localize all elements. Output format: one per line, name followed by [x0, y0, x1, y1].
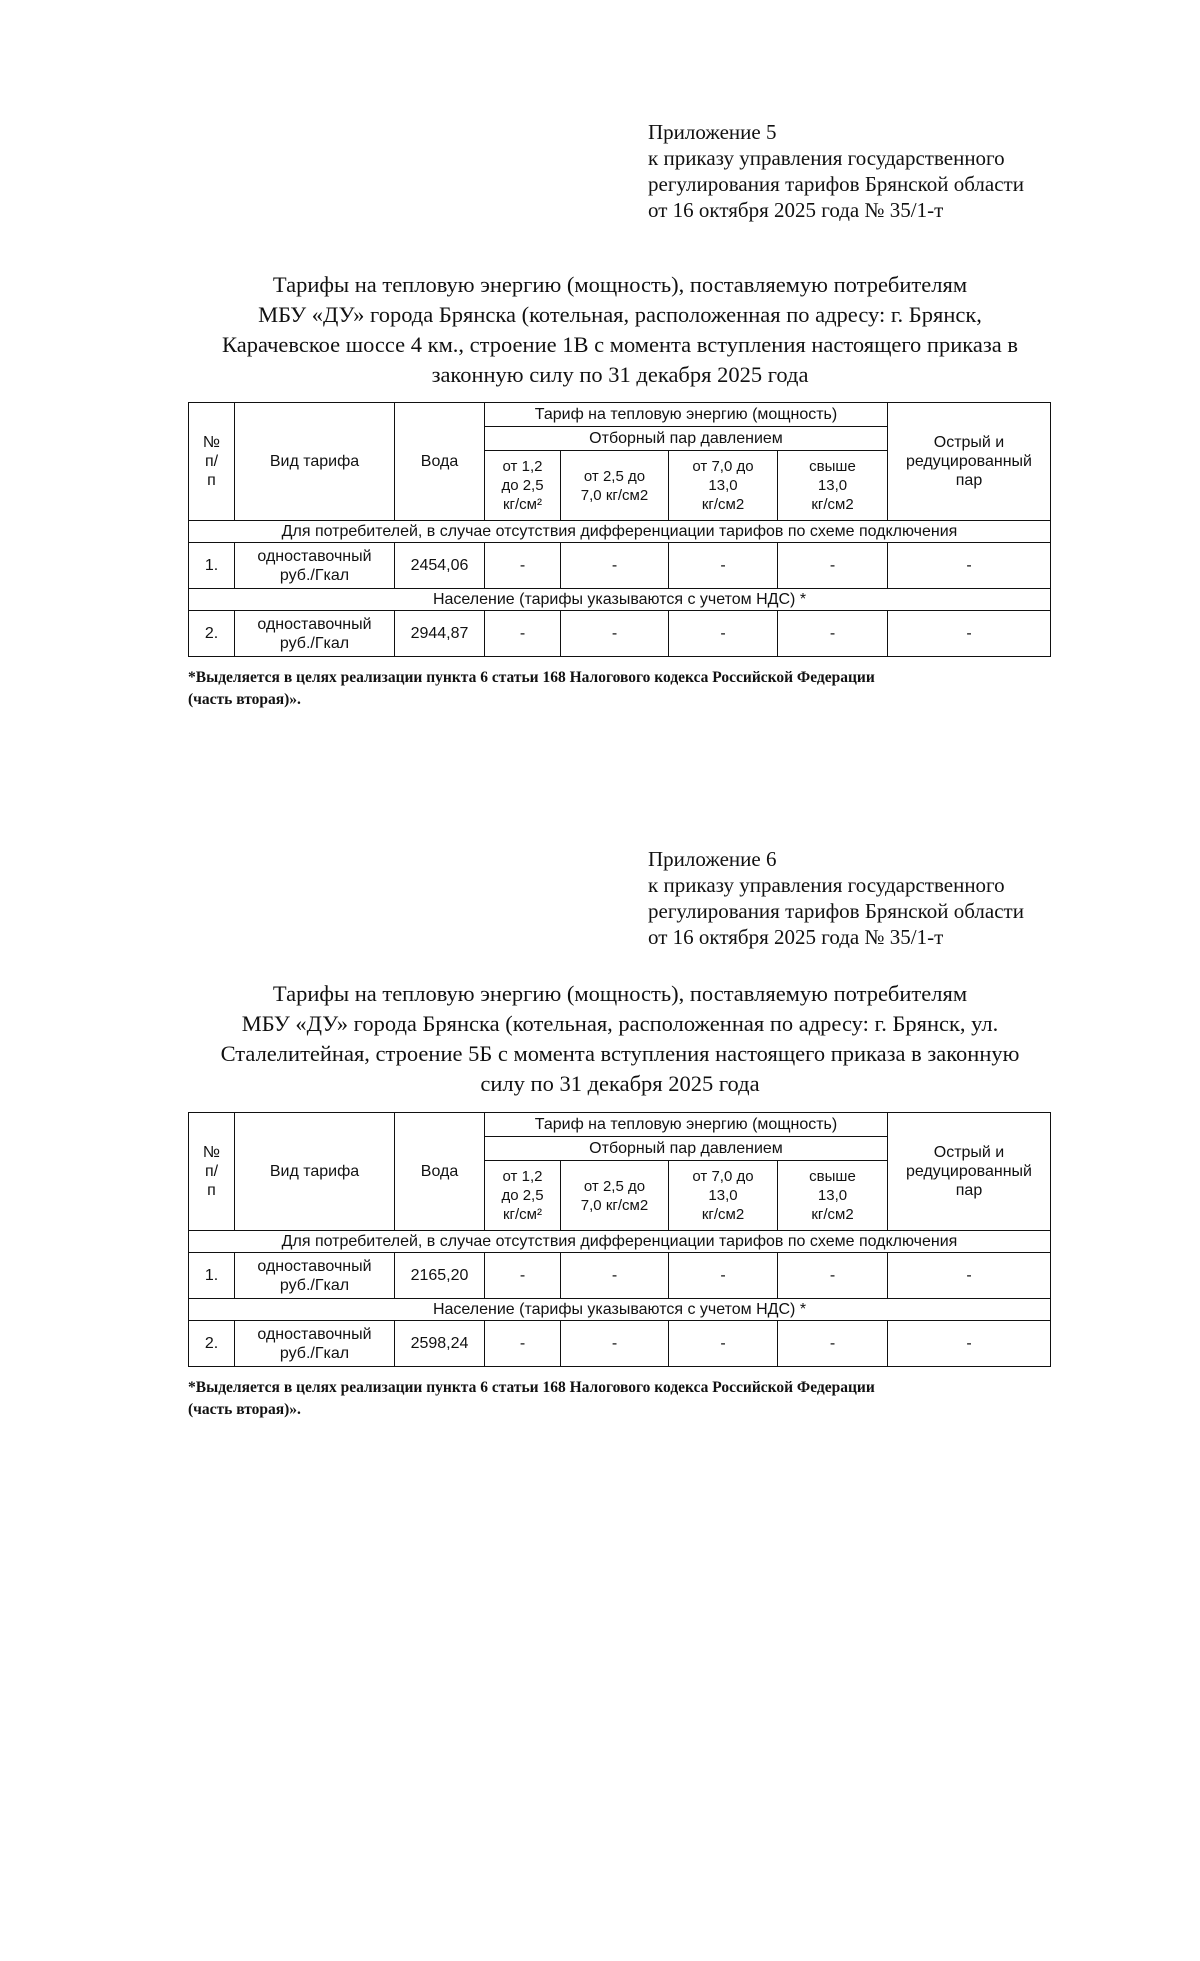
row-sharp-value: - — [888, 1253, 1051, 1299]
header-pressure-1: от 1,2 до 2,5 кг/см² — [485, 1161, 561, 1231]
header-pressure-4: свыше 13,0 кг/см2 — [778, 451, 888, 521]
title-line: Карачевское шоссе 4 км., строение 1В с момента вступления настоящего приказа в — [222, 332, 1018, 357]
section-row-population: Население (тарифы указываются с учетом НДС) * — [189, 1299, 1051, 1321]
tariff-table-annex-6 — [188, 1112, 1051, 1367]
row-water-value: 2165,20 — [395, 1253, 485, 1299]
row-tariff-type: одноставочный руб./Гкал — [235, 543, 395, 589]
title-line: законную силу по 31 декабря 2025 года — [431, 362, 809, 387]
row-p2-value: - — [561, 1253, 669, 1299]
row-p1-value: - — [485, 611, 561, 657]
annex-label: Приложение 5 — [648, 120, 777, 144]
row-p3-value: - — [669, 543, 778, 589]
footnote-line: *Выделяется в целях реализации пункта 6 статьи 168 Налогового кодекса Российской Федерации — [188, 669, 875, 686]
table-row — [189, 1321, 1051, 1367]
section-row-population: Население (тарифы указываются с учетом НДС) * — [189, 589, 1051, 611]
header-selected-steam: Отборный пар давлением — [485, 1137, 888, 1161]
section-row-consumers: Для потребителей, в случае отсутствия дифференциации тарифов по схеме подключения — [189, 521, 1051, 543]
title-line: Сталелитейная, строение 5Б с момента вступления настоящего приказа в законную — [220, 1041, 1020, 1066]
row-p3-value: - — [669, 1253, 778, 1299]
annex-6-footnote — [188, 1377, 1058, 1421]
header-pressure-3: от 7,0 до 13,0 кг/см2 — [669, 1161, 778, 1231]
footnote-line: (часть вторая)». — [188, 1401, 301, 1418]
title-line: Тарифы на тепловую энергию (мощность), поставляемую потребителям — [272, 272, 968, 297]
row-tariff-type: одноставочный руб./Гкал — [235, 611, 395, 657]
annex-date-line: от 16 октября 2025 года № 35/1-т — [648, 198, 944, 222]
annex-order-line: к приказу управления государственного — [648, 873, 1005, 897]
row-number: 2. — [189, 611, 235, 657]
header-pressure-1: от 1,2 до 2,5 кг/см² — [485, 451, 561, 521]
row-p1-value: - — [485, 543, 561, 589]
footnote-line: *Выделяется в целях реализации пункта 6 статьи 168 Налогового кодекса Российской Федерации — [188, 1379, 875, 1396]
row-tariff-type: одноставочный руб./Гкал — [235, 1321, 395, 1367]
row-number: 1. — [189, 1253, 235, 1299]
title-line: Тарифы на тепловую энергию (мощность), поставляемую потребителям — [272, 981, 968, 1006]
header-tariff-group: Тариф на тепловую энергию (мощность) — [485, 1113, 888, 1137]
header-selected-steam: Отборный пар давлением — [485, 427, 888, 451]
row-p4-value: - — [778, 1253, 888, 1299]
row-number: 2. — [189, 1321, 235, 1367]
header-number: № п/ п — [189, 403, 235, 521]
tariff-table-annex-5 — [188, 402, 1051, 657]
title-line: МБУ «ДУ» города Брянска (котельная, расположенная по адресу: г. Брянск, — [258, 302, 982, 327]
row-tariff-type: одноставочный руб./Гкал — [235, 1253, 395, 1299]
row-p2-value: - — [561, 611, 669, 657]
annex-date-line: от 16 октября 2025 года № 35/1-т — [648, 925, 944, 949]
table-row — [189, 611, 1051, 657]
annex-5-title — [170, 270, 1070, 390]
annex-5-footnote — [188, 667, 1058, 711]
header-pressure-3: от 7,0 до 13,0 кг/см2 — [669, 451, 778, 521]
annex-authority-line: регулирования тарифов Брянской области — [648, 899, 1024, 923]
annex-order-line: к приказу управления государственного — [648, 146, 1005, 170]
annex-label: Приложение 6 — [648, 847, 777, 871]
row-number: 1. — [189, 543, 235, 589]
title-line: МБУ «ДУ» города Брянска (котельная, расположенная по адресу: г. Брянск, ул. — [241, 1011, 999, 1036]
row-sharp-value: - — [888, 1321, 1051, 1367]
section-row-consumers: Для потребителей, в случае отсутствия дифференциации тарифов по схеме подключения — [189, 1231, 1051, 1253]
row-p3-value: - — [669, 611, 778, 657]
table-row — [189, 543, 1051, 589]
annex-5-header — [648, 119, 1068, 223]
header-pressure-2: от 2,5 до 7,0 кг/см2 — [561, 1161, 669, 1231]
annex-6-header — [648, 846, 1068, 950]
row-water-value: 2598,24 — [395, 1321, 485, 1367]
annex-6-title — [170, 979, 1070, 1099]
header-tariff-group: Тариф на тепловую энергию (мощность) — [485, 403, 888, 427]
header-sharp-steam: Острый и редуцированный пар — [888, 1113, 1051, 1231]
header-water: Вода — [395, 1113, 485, 1231]
row-p3-value: - — [669, 1321, 778, 1367]
row-p1-value: - — [485, 1321, 561, 1367]
row-water-value: 2454,06 — [395, 543, 485, 589]
table-row — [189, 1253, 1051, 1299]
row-p4-value: - — [778, 543, 888, 589]
header-tariff-type: Вид тарифа — [235, 403, 395, 521]
row-p1-value: - — [485, 1253, 561, 1299]
title-line: силу по 31 декабря 2025 года — [480, 1071, 760, 1096]
header-tariff-type: Вид тарифа — [235, 1113, 395, 1231]
header-pressure-4: свыше 13,0 кг/см2 — [778, 1161, 888, 1231]
annex-authority-line: регулирования тарифов Брянской области — [648, 172, 1024, 196]
row-sharp-value: - — [888, 543, 1051, 589]
header-pressure-2: от 2,5 до 7,0 кг/см2 — [561, 451, 669, 521]
footnote-line: (часть вторая)». — [188, 691, 301, 708]
row-p4-value: - — [778, 1321, 888, 1367]
row-p4-value: - — [778, 611, 888, 657]
row-p2-value: - — [561, 543, 669, 589]
row-water-value: 2944,87 — [395, 611, 485, 657]
header-water: Вода — [395, 403, 485, 521]
row-p2-value: - — [561, 1321, 669, 1367]
row-sharp-value: - — [888, 611, 1051, 657]
header-number: № п/ п — [189, 1113, 235, 1231]
header-sharp-steam: Острый и редуцированный пар — [888, 403, 1051, 521]
